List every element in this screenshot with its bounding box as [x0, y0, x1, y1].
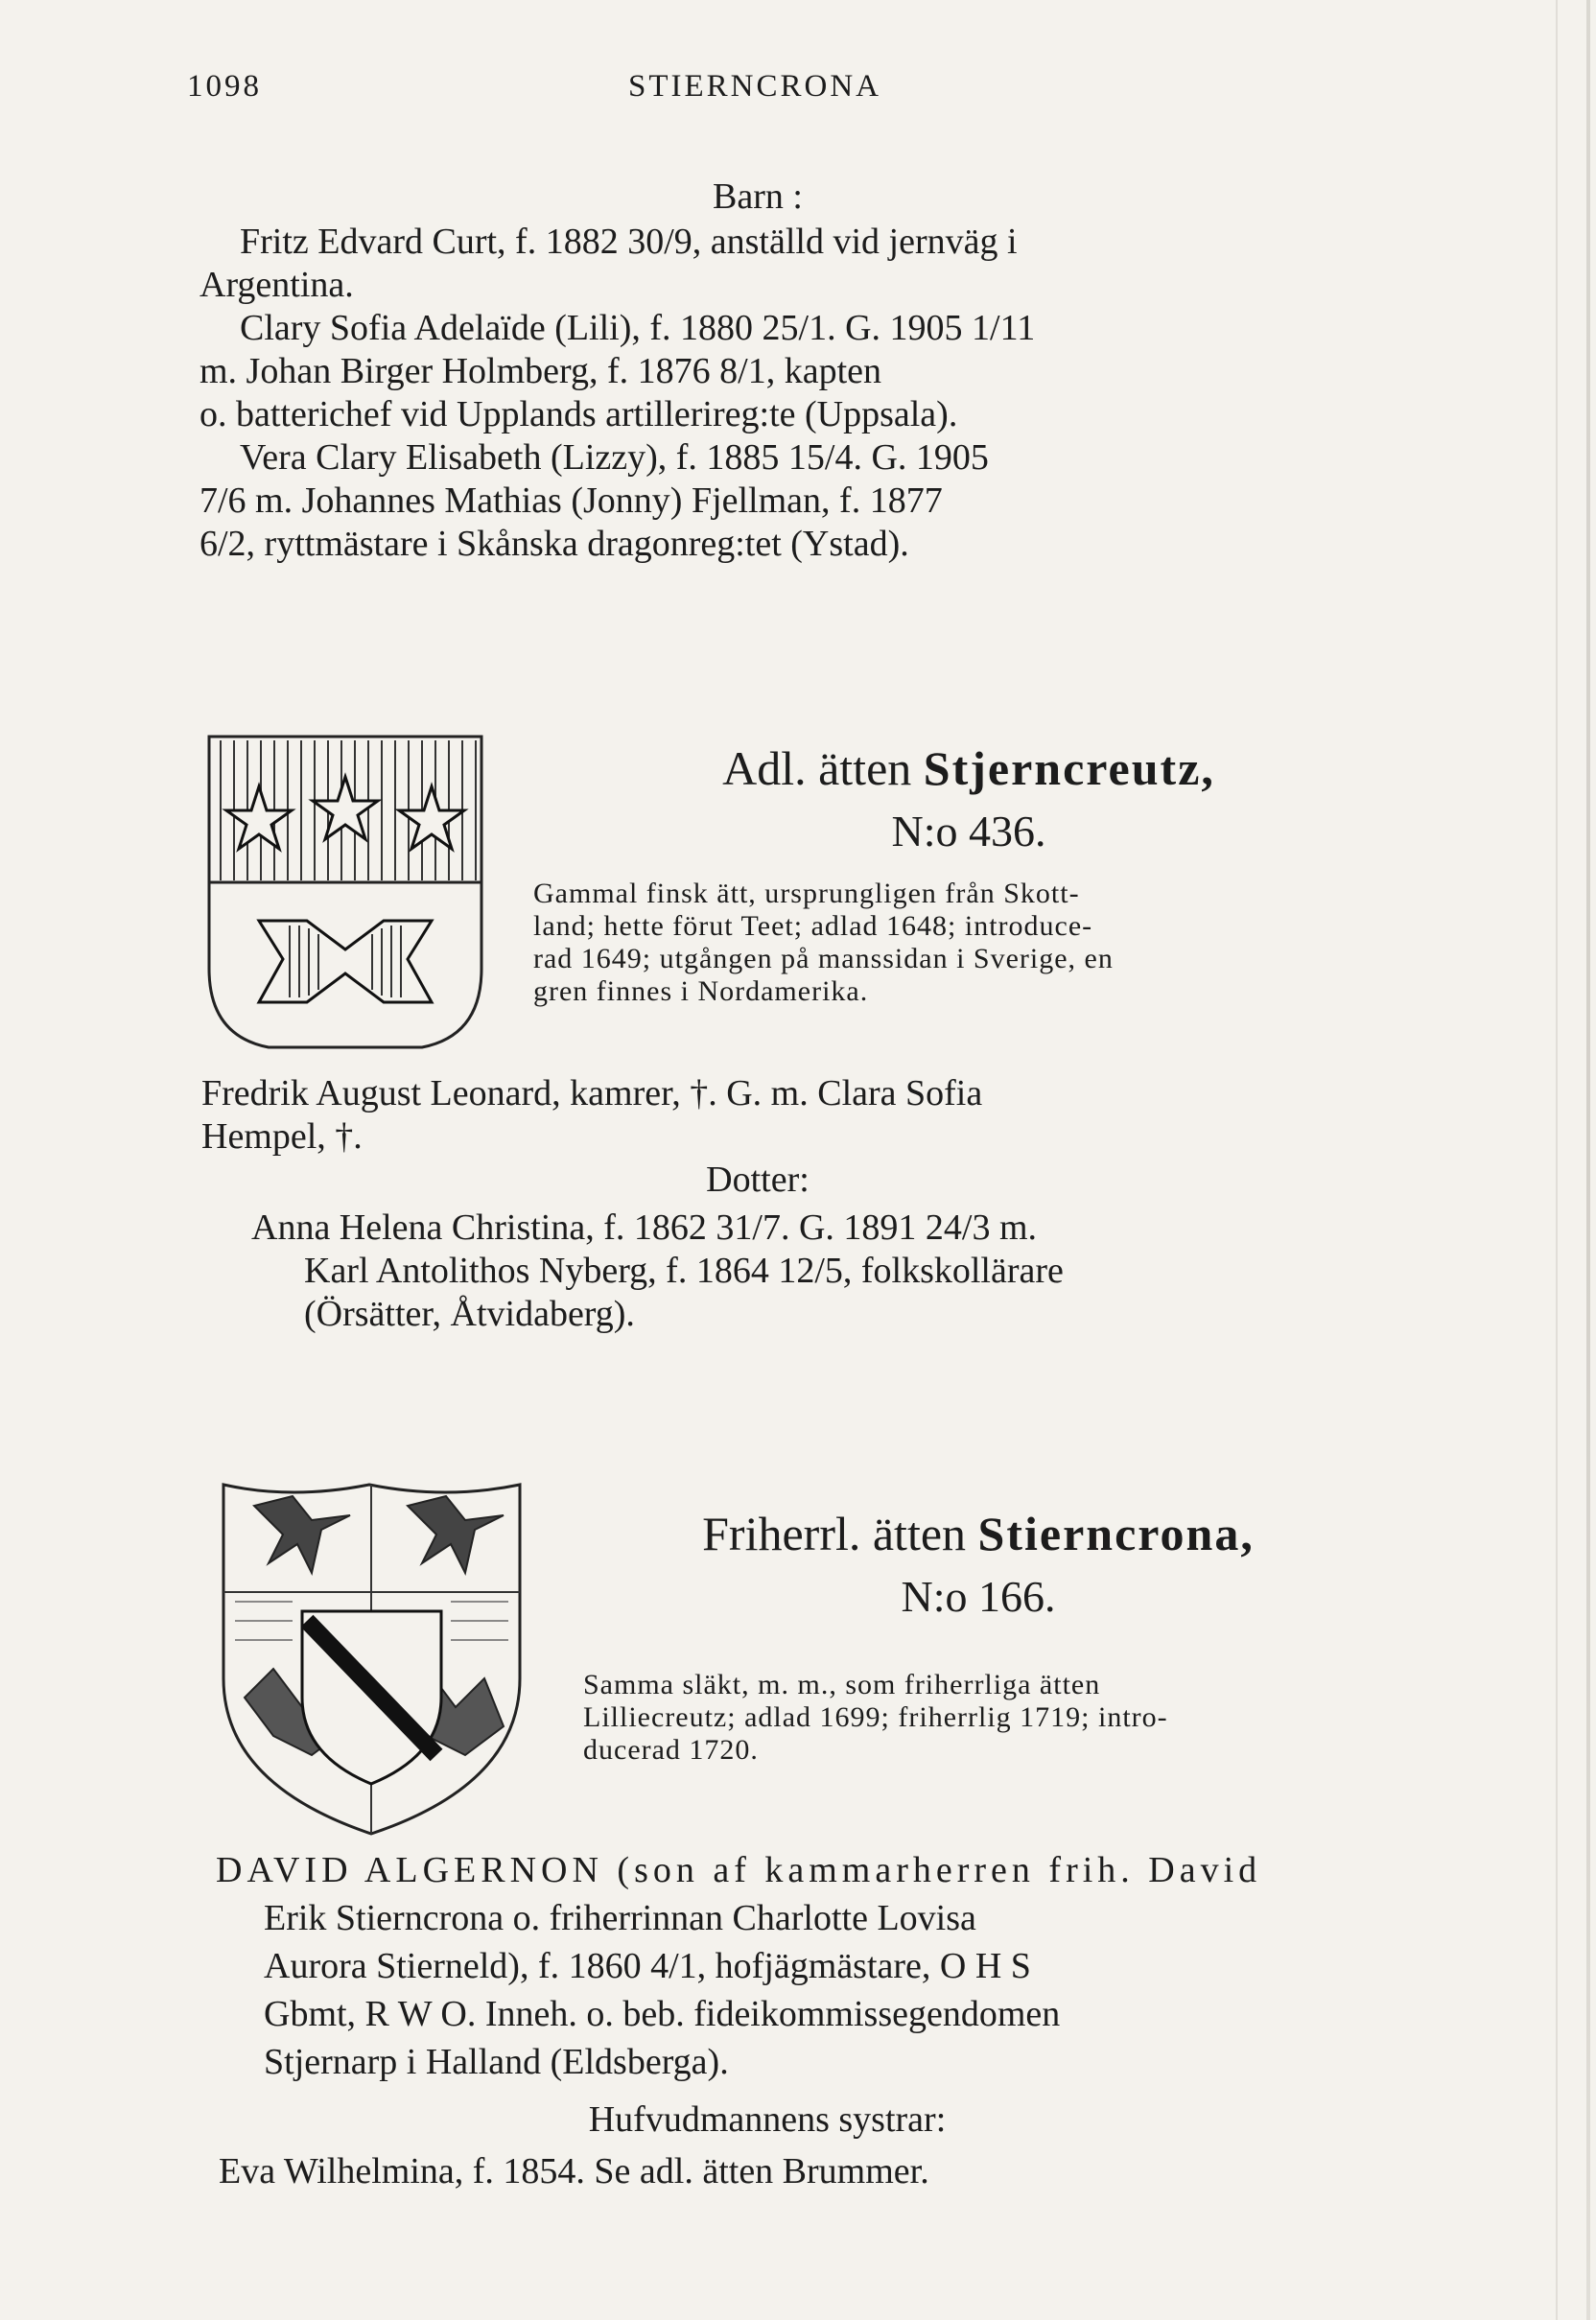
entry-line: Stjernarp i Halland (Eldsberga). [264, 2042, 729, 2082]
child-line: Argentina. [200, 265, 354, 305]
family-number: N:o 166. [901, 1572, 1056, 1621]
family-title-name: Stjerncreutz, [923, 741, 1215, 795]
family-number: N:o 436. [891, 807, 1046, 855]
description-line: land; hette förut Teet; adlad 1648; introduce- [533, 910, 1093, 942]
entry-line: Erik Stierncrona o. friherrinnan Charlotte Lovisa [264, 1898, 976, 1938]
child-line: m. Johan Birger Holmberg, f. 1876 8/1, kapten [200, 351, 881, 391]
family-title-prefix: Friherrl. ätten [702, 1507, 967, 1560]
daughter-line: (Örsätter, Åtvidaberg). [304, 1294, 635, 1334]
daughter-line: Karl Antolithos Nyberg, f. 1864 12/5, folkskollärare [304, 1251, 1064, 1291]
sisters-list [219, 2150, 929, 2193]
family-entry [216, 1846, 1261, 2086]
coat-of-arms-stjerncreutz [201, 729, 489, 1055]
running-title: STIERNCRONA [628, 69, 882, 104]
coat-of-arms-stierncrona [216, 1477, 528, 1841]
daughter-line: Anna Helena Christina, f. 1862 31/7. G. 1891 24/3 m. [251, 1207, 1038, 1248]
family-title-stierncrona [595, 1506, 1362, 1561]
sisters-heading: Hufvudmannens systrar: [588, 2099, 947, 2140]
description-line: rad 1649; utgången på manssidan i Sverige, en [533, 943, 1114, 974]
entry-line: Gbmt, R W O. Inneh. o. beb. fideikommissegendomen [264, 1994, 1061, 2034]
family-title-stjerncreutz [595, 740, 1343, 796]
sister-line: Eva Wilhelmina, f. 1854. Se adl. ätten Brummer. [219, 2151, 929, 2191]
daughter-heading: Dotter: [706, 1160, 810, 1200]
page-edge-shadow [1586, 0, 1590, 2320]
child-line: 7/6 m. Johannes Mathias (Jonny) Fjellman, f. 1877 [200, 480, 943, 521]
description-line: Samma släkt, m. m., som friherrliga ätten [583, 1669, 1101, 1700]
family-title-prefix: Adl. ätten [722, 741, 912, 795]
description-line: Gammal finsk ätt, ursprungligen från Skott- [533, 878, 1080, 909]
child-line: 6/2, ryttmästare i Skånska dragonreg:tet (Ystad). [200, 524, 909, 564]
entry-line: Aurora Stierneld), f. 1860 4/1, hofjägmästare, O H S [264, 1946, 1031, 1986]
description-line: gren finnes i Nordamerika. [533, 975, 869, 1007]
family-title-name: Stierncrona, [977, 1507, 1255, 1560]
description-line: Lilliecreutz; adlad 1699; friherrlig 1719; intro- [583, 1701, 1168, 1733]
entry-line: DAVID ALGERNON (son af kammarherren frih. David [216, 1850, 1262, 1890]
description-line: ducerad 1720. [583, 1734, 759, 1766]
children-heading: Barn : [713, 176, 803, 217]
family-description [533, 878, 1114, 1008]
family-description [583, 1669, 1168, 1767]
page-number: 1098 [187, 69, 262, 104]
entry-line: Hempel, †. [201, 1116, 363, 1157]
page-edge-line [1556, 0, 1558, 2320]
family-entry [201, 1072, 982, 1159]
child-line: Vera Clary Elisabeth (Lizzy), f. 1885 15/4. G. 1905 [240, 437, 989, 478]
daughter-list [251, 1207, 1064, 1336]
entry-line: Fredrik August Leonard, kamrer, †. G. m. Clara Sofia [201, 1073, 983, 1113]
children-list [200, 221, 1036, 566]
child-line: Fritz Edvard Curt, f. 1882 30/9, anställd vid jernväg i [240, 222, 1018, 262]
child-line: Clary Sofia Adelaïde (Lili), f. 1880 25/1. G. 1905 1/11 [240, 308, 1036, 348]
child-line: o. batterichef vid Upplands artillerireg:te (Uppsala). [200, 394, 958, 434]
